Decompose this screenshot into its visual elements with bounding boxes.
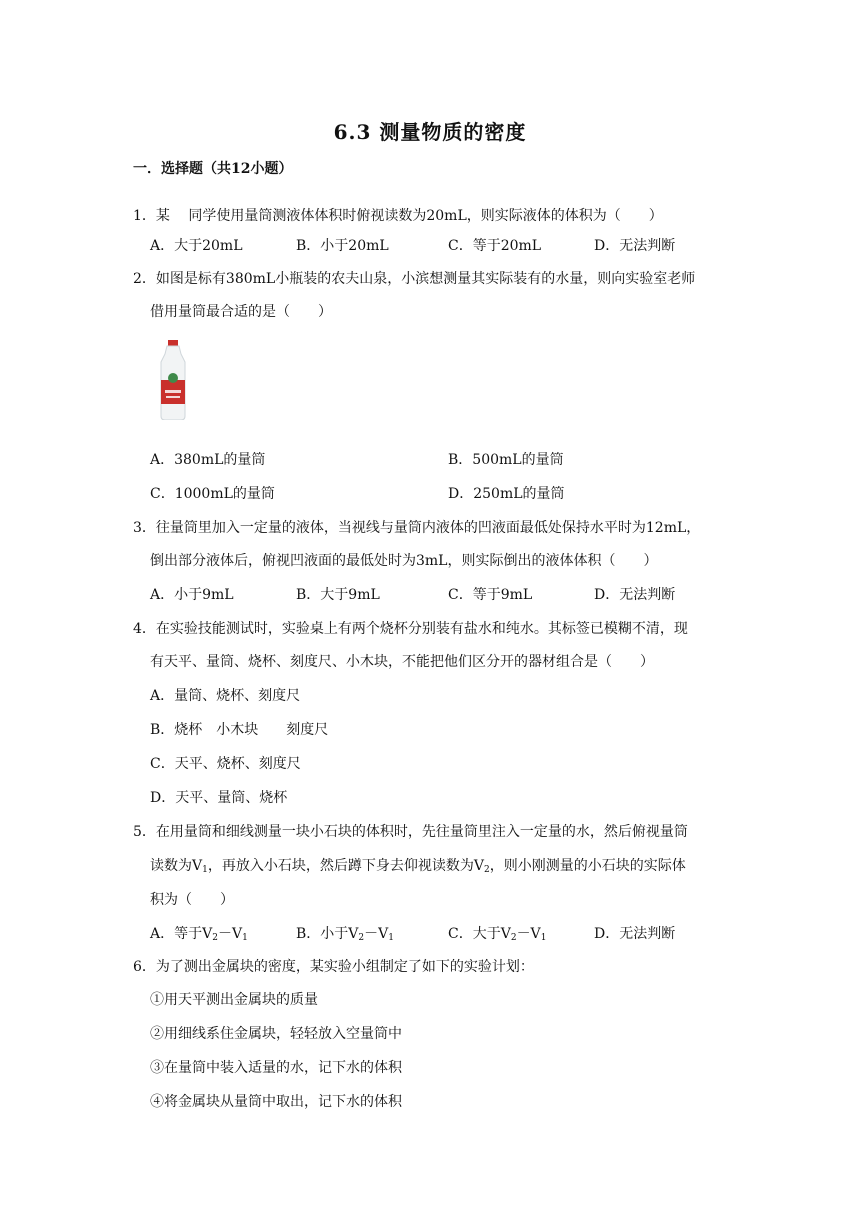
- q1-option-d: D．无法判断: [594, 238, 676, 254]
- q2-option-a: A．380mL的量筒: [150, 452, 266, 468]
- question-2-stem-line2: 借用量筒最合适的是（ ）: [150, 304, 332, 320]
- question-4-stem-line2: 有天平、量筒、烧杯、刻度尺、小木块，不能把他们区分开的器材组合是（ ）: [150, 654, 654, 670]
- q2-option-c: C．1000mL的量筒: [150, 486, 275, 502]
- q4-option-c: C．天平、烧杯、刻度尺: [150, 756, 301, 772]
- question-1-stem: 1．某 同学使用量筒测液体体积时俯视读数为20mL，则实际液体的体积为（ ）: [133, 208, 663, 224]
- q3-option-d: D．无法判断: [594, 587, 676, 603]
- q4-option-d: D．天平、量筒、烧杯: [150, 790, 288, 806]
- q4-option-a: A．量筒、烧杯、刻度尺: [150, 688, 301, 704]
- q6-step-2: ②用细线系住金属块，轻轻放入空量筒中: [150, 1026, 402, 1042]
- question-5-stem-line3: 积为（ ）: [150, 892, 234, 908]
- q6-step-4: ④将金属块从量筒中取出，记下水的体积: [150, 1094, 402, 1110]
- question-5-stem-line2: 读数为$V_1$，再放入小石块，然后蹲下身去仰视读数为$V_2$，则小刚测量的小石块的实际体: [150, 858, 686, 875]
- q5-option-c: C．大于$V_2-V_1$: [448, 926, 547, 943]
- q4-option-b: B．烧杯 小木块 刻度尺: [150, 722, 329, 738]
- q2-option-d: D．250mL的量筒: [448, 486, 565, 502]
- q1-option-b: B．小于20mL: [296, 238, 389, 254]
- question-3-stem-line2: 倒出部分液体后，俯视凹液面的最低处时为3mL，则实际倒出的液体体积（ ）: [150, 553, 658, 569]
- q6-step-1: ①用天平测出金属块的质量: [150, 992, 318, 1008]
- question-5-stem-line1: 5．在用量筒和细线测量一块小石块的体积时，先往量筒里注入一定量的水，然后俯视量筒: [133, 824, 688, 840]
- q2-option-b: B．500mL的量筒: [448, 452, 564, 468]
- question-3-stem-line1: 3．往量筒里加入一定量的液体，当视线与量筒内液体的凹液面最低处保持水平时为12mL，: [133, 520, 701, 536]
- q5-option-b: B．小于$V_2-V_1$: [296, 926, 394, 943]
- q1-option-c: C．等于20mL: [448, 238, 542, 254]
- q3-option-c: C．等于9mL: [448, 587, 533, 603]
- water-bottle-image: [155, 340, 191, 420]
- question-6-stem: 6．为了测出金属块的密度，某实验小组制定了如下的实验计划：: [133, 959, 534, 975]
- q1-option-a: A．大于20mL: [150, 238, 243, 254]
- q3-option-a: A．小于9mL: [150, 587, 234, 603]
- q5-option-d: D．无法判断: [594, 926, 676, 942]
- page-title: 6.3 测量物质的密度: [333, 120, 527, 144]
- q3-option-b: B．大于9mL: [296, 587, 380, 603]
- q6-step-3: ③在量筒中装入适量的水，记下水的体积: [150, 1060, 402, 1076]
- section-heading: 一．选择题（共12小题）: [133, 161, 293, 177]
- question-2-stem-line1: 2．如图是标有380mL小瓶装的农夫山泉，小滨想测量其实际装有的水量，则向实验室老师: [133, 271, 696, 287]
- q5-option-a: A．等于$V_2-V_1$: [150, 926, 248, 943]
- question-4-stem-line1: 4．在实验技能测试时，实验桌上有两个烧杯分别装有盐水和纯水。其标签已模糊不清，现: [133, 621, 688, 637]
